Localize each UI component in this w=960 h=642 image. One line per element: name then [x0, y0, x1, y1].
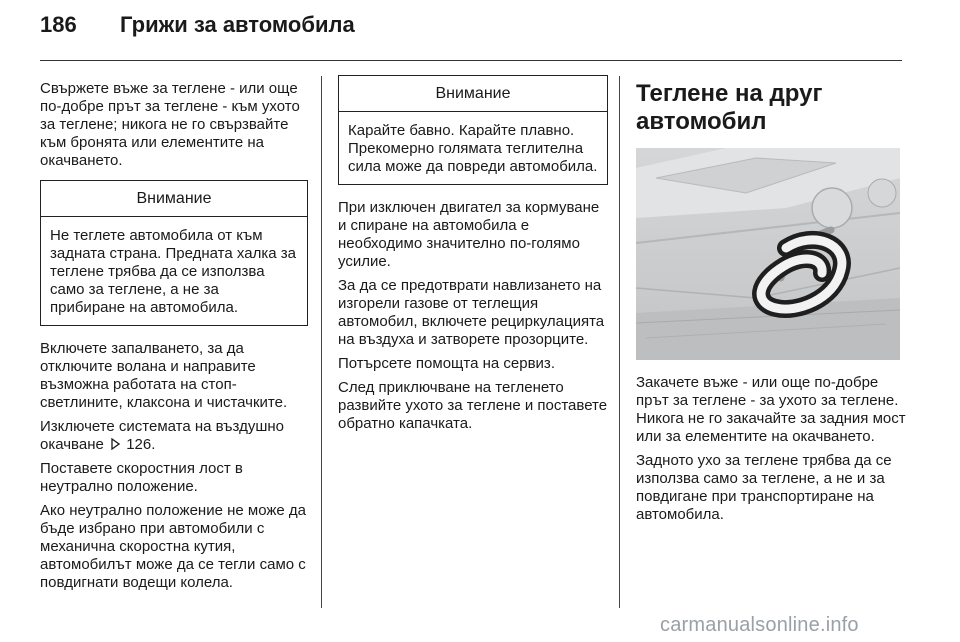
page-number: 186	[40, 12, 77, 37]
paragraph: За да се предотврати навлизането на изгорели газове от теглещия автомобил, включете рециркулацията на въздуха и затворете прозорците.	[338, 277, 605, 348]
paragraph: Закачете въже - или още по-добре прът за теглене - за ухото за теглене. Никога не го закачайте за задния мост или за елементите на окачването.	[636, 374, 906, 445]
paragraph: Включете запалването, за да отключите волана и направите възможна работата на стоп-светлините, клаксона и чистачките.	[40, 340, 288, 411]
column-3	[636, 80, 906, 530]
warning-box-body	[41, 217, 307, 325]
column-divider	[321, 76, 322, 608]
paragraph: След приключване на тегленето развийте ухото за теглене и поставете обратно капачката.	[338, 379, 608, 432]
paragraph: Потърсете помощта на сервиз.	[338, 355, 555, 372]
paragraph: Свържете въже за теглене - или още по-добре прът за теглене - към ухото за теглене; никога не го свързвайте към бронята или елементите на окачването.	[40, 80, 300, 169]
paragraph: Задното ухо за теглене трябва да се използва само за теглене, а не и за повдигане при транспортиране на автомобила.	[636, 452, 892, 523]
paragraph: При изключен двигател за кормуване и спиране на автомобила е необходимо значително по-голямо усилие.	[338, 199, 600, 270]
paragraph: Поставете скоростния лост в неутрално положение.	[40, 460, 243, 495]
caution-box-title: Внимание	[339, 76, 607, 112]
paragraph-text: Изключете системата на въздушно окачване	[40, 418, 284, 453]
watermark[interactable]: carmanualsonline.info	[660, 614, 859, 636]
warning-box-title: Внимание	[41, 181, 307, 217]
page-reference-arrow-icon	[108, 436, 122, 454]
caution-text: Карайте бавно. Карайте плавно. Прекомерно голямата теглителна сила може да повреди автомобила.	[348, 122, 598, 175]
page-title: Грижи за автомобила	[120, 12, 355, 37]
section-heading: Теглене на друг автомобил	[636, 80, 823, 135]
caution-box	[338, 75, 608, 185]
column-2	[338, 75, 608, 439]
paragraph: Ако неутрално положение не може да бъде избрано при автомобили с механична скоростна кутия, автомобилът може да се тегли само с повдигнати водещи колела.	[40, 502, 307, 591]
warning-text: Не теглете автомобила от към задната страна. Предната халка за теглене трябва да се използва само за теглене, а не за прибиране на автомобила.	[50, 227, 296, 316]
column-1	[40, 80, 308, 598]
towing-eye-illustration	[636, 148, 900, 360]
header-rule	[40, 60, 902, 61]
page-reference[interactable]: 126.	[126, 436, 156, 453]
column-divider	[619, 76, 620, 608]
caution-box-body	[339, 112, 607, 184]
warning-box	[40, 180, 308, 326]
paragraph	[40, 418, 308, 454]
